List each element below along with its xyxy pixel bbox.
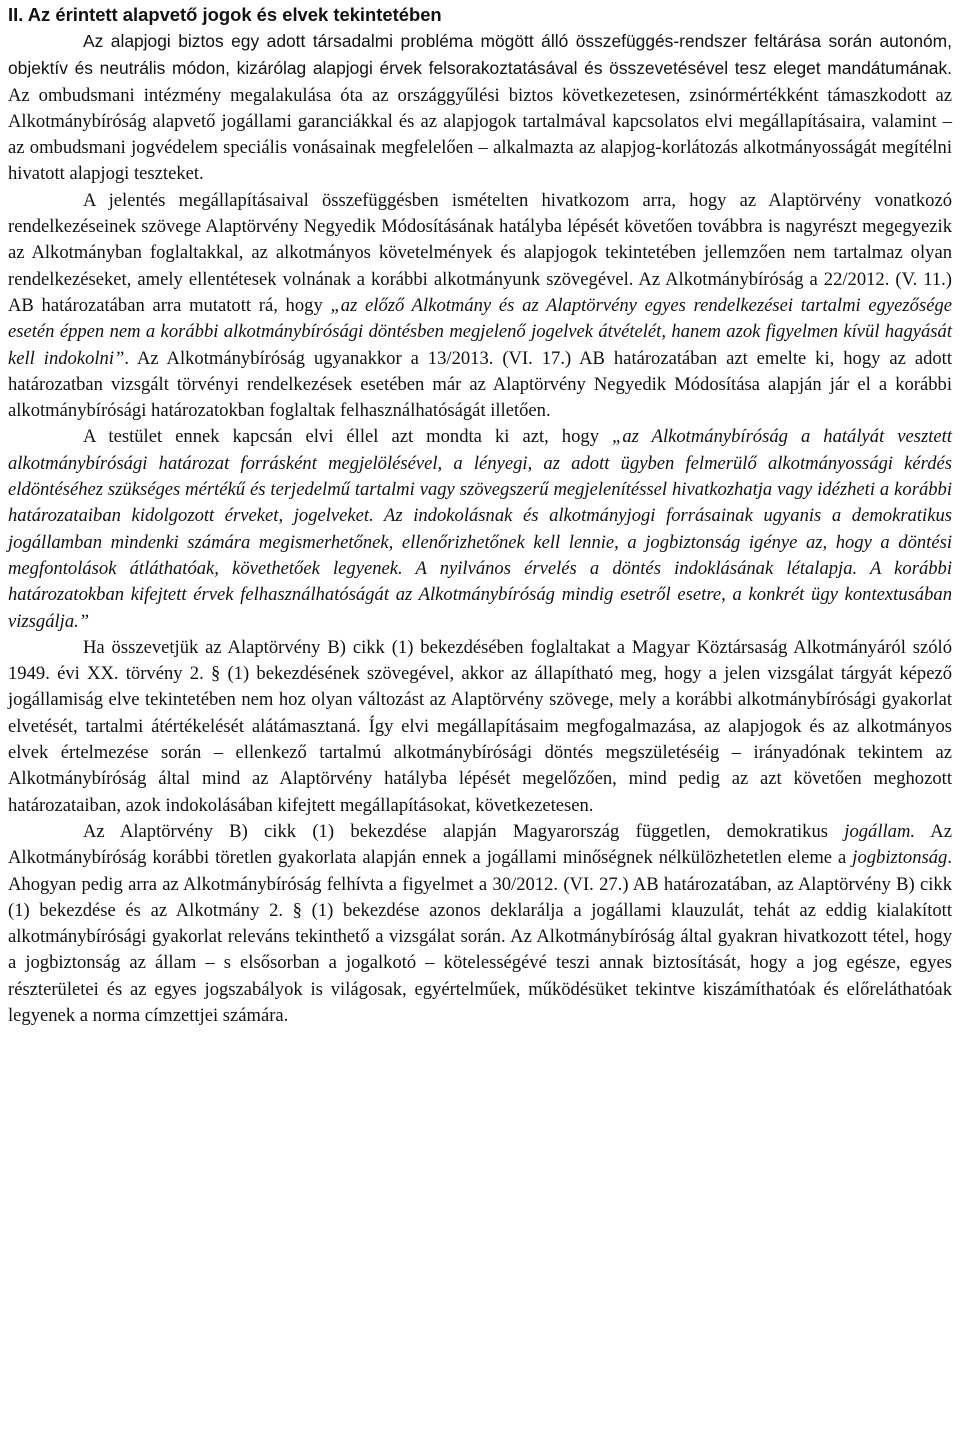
paragraph-5-term-jogbiztonsag: jogbiztonság bbox=[852, 847, 948, 869]
paragraph-2 bbox=[8, 188, 952, 425]
paragraph-3 bbox=[8, 424, 952, 634]
paragraph-1-body: Az ombudsmani intézmény megalakulása óta az országgyűlési biztos következetesen, zsinórmértékként támaszkodott az Alkotmánybíróság alapvető jogállami garanciákkal és az alapjogok tartalmával kapcsolatos elvi megállapításaira, valamint – az ombudsmani jogvédelem speciális vonásainak megfelelően – alkalmazta az alapjog-korlátozás alkotmányosságát megítélni hivatott alapjogi teszteket. bbox=[8, 84, 952, 185]
paragraph-5-text: Az Alaptörvény B) cikk (1) bekezdése alapján Magyarország független, demokratikus bbox=[83, 820, 845, 842]
paragraph-2-text: A jelentés megállapításaival összefüggésben ismételten hivatkozom arra, hogy az Alaptörvény vonatkozó rendelkezéseinek szövege Alaptörvény Negyedik Módosításának hatályba lépését követően továbbra is nagyrészt megegyezik az Alkotmányban foglaltakkal, az alkotmányos követelmények és alapjogok tekintetében jellemzően nem tartalmaz olyan rendelkezéseket, amely ellentétesek volnának a korábbi alkotmányunk szövegével. Az Alkotmánybíróság a 22/2012. (V. 11.) AB határozatában arra mutatott rá, hogy bbox=[8, 189, 952, 316]
paragraph-5-term-jogallam: jogállam. bbox=[844, 820, 916, 842]
paragraph-1 bbox=[8, 28, 952, 188]
paragraph-4-text: Ha összevetjük az Alaptörvény B) cikk (1) bekezdésében foglaltakat a Magyar Köztársaság Alkotmányáról szóló 1949. évi XX. törvény 2. § (1) bekezdésének szövegével, akkor az állapítható meg, hogy a jelen vizsgálat tárgyát képező jogállamiság elve tekintetében nem hoz olyan változást az Alaptörvény szövege, mely a korábbi alkotmánybírósági gyakorlat elvetését, tartalmi átértékelését alátámasztaná. bbox=[8, 636, 952, 737]
paragraph-5-text-cont: Az Alkotmánybíróság korábbi töretlen gyakorlata alapján ennek a jogállami minőségnek nélkülözhetetlen eleme a bbox=[8, 820, 952, 869]
section-heading: II. Az érintett alapvető jogok és elvek tekintetében bbox=[8, 4, 442, 25]
paragraph-2-text-cont: . Az Alkotmánybíróság ugyanakkor a 13/2013. (VI. 17.) AB határozatában azt emelte ki, hogy az adott határozatban vizsgált törvényi rendelkezések esetében már az Alaptörvény Negyedik Módosítása alapján jár el a korábbi alkotmánybírósági határozatokban foglaltak felhasználhatóságát illetően. bbox=[8, 347, 953, 422]
paragraph-1-intro: Az alapjogi biztos egy adott társadalmi probléma mögött álló összefüggés-rendszer feltárása során autonóm, objektív és neutrális módon, kizárólag alapjogi érvek felsorakoztatásával és összevetésével tesz eleget mandátumának. bbox=[8, 31, 952, 79]
paragraph-5-text-end: . Ahogyan pedig arra az Alkotmánybíróság felhívta a figyelmet a 30/2012. (VI. 27.) AB határozatában, az Alaptörvény B) cikk (1) bekezdése és az Alkotmány 2. § (1) bekezdése azonos deklarálja a jogállami klauzulát, tehát az eddig kialakított alkotmánybírósági gyakorlat releváns tekinthető a vizsgálat során. Az Alkotmánybíróság által gyakran hivatkozott tétel, hogy a jogbiztonság az állam – s elsősorban a jogalkotó – kötelességévé teszi annak biztosítását, hogy a jog egésze, egyes részterületei és az egyes jogszabályok is világosak, egyértelműek, működésüket tekintve kiszámíthatóak és előreláthatóak legyenek a norma címzettjei számára. bbox=[8, 847, 952, 1026]
paragraph-5 bbox=[8, 819, 952, 1029]
paragraph-3-quote: „az Alkotmánybíróság a hatályát vesztett alkotmánybírósági határozat forrásként megjelölésével, a lényegi, az adott ügyben felmerülő alkotmányossági kérdés eldöntéséhez szükséges mértékű és terjedelmű tartalmi vagy szövegszerű megjelenítéssel hivatkozhatja vagy idézheti a korábbi határozataiban kidolgozott érveket, jogelveket. Az indokolásnak és alkotmányjogi forrásainak ugyanis a demokratikus jogállamban mindenki számára megismerhetőnek, ellenőrizhetőnek kell lennie, a jogbiztonság igénye az, hogy a döntési megfontolások átláthatóak, követhetőek legyenek. A nyilvános érvelés a döntés indoklásának létalapja. A korábbi határozatokban kifejtett érvek felhasználhatóságát az Alkotmánybíróság mindig esetről esetre, a konkrét ügy kontextusában vizsgálja.” bbox=[8, 426, 952, 632]
paragraph-3-text: A testület ennek kapcsán elvi éllel azt mondta ki azt, hogy bbox=[83, 426, 613, 448]
paragraph-4 bbox=[8, 635, 952, 819]
paragraph-4-text-cont: Így elvi megállapításaim megfogalmazása, az alapjogok és az alkotmányos elvek értelmezése során – ellenkező tartalmú alkotmánybírósági döntés megszületéséig – irányadónak tekintem az Alkotmánybíróság által mind az Alaptörvény hatályba lépését megelőzően, mind pedig az azt követően meghozott határozataiban, azok indokolásában kifejtett megállapításokat, következetesen. bbox=[8, 715, 952, 816]
paragraph-2-quote: „az előző Alkotmány és az Alaptörvény egyes rendelkezései tartalmi egyezősége esetén éppen nem a korábbi alkotmánybírósági döntésben megjelenő jogelvek átvételét, hanem azok figyelmen kívül hagyását kell indokolni” bbox=[8, 294, 953, 369]
